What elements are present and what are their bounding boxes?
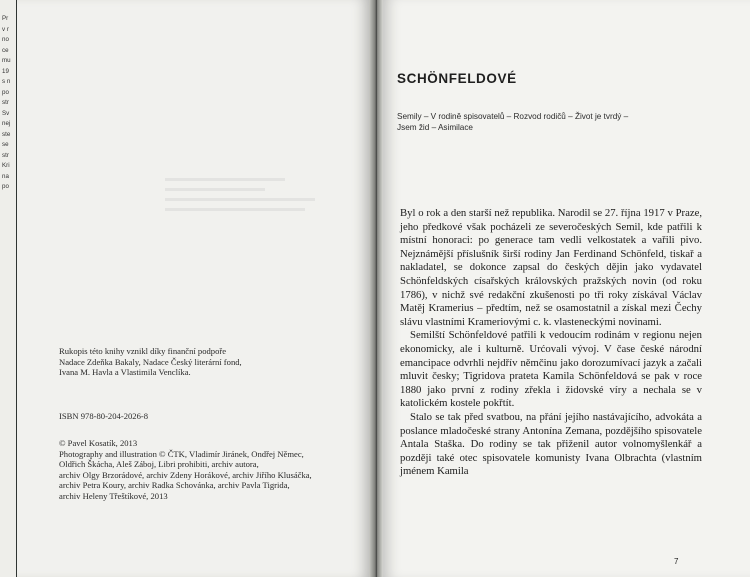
credit-line: © Pavel Kosatík, 2013 [59, 438, 138, 448]
body-paragraph: Semilští Schönfeldové patřili k vedoucím rodinám v regionu nejen ekonomicky, ale i kulturně. Urćovali vývoj. V čase české národní emancipace odvrhli nejdřív němčinu jako dorozumívací jazyk a začali mluvit česky; Tigridova prateta Kamila Schönfeldová se pak v roce 1880 jako první z rodiny zřekla i židovské víry a nechala se v katolickém kostele pokřtít. [400, 329, 702, 410]
previous-page-fragment: nej [2, 120, 11, 127]
chapter-title: SCHÖNFELDOVÉ [397, 71, 517, 86]
chapter-body [400, 207, 702, 479]
previous-page-fragment: s n [2, 78, 11, 85]
previous-page-fragment: Sv [2, 109, 10, 117]
previous-page-fragment: po [2, 88, 9, 96]
funding-line: Rukopis této knihy vznikl díky finanční podpoře [59, 346, 227, 356]
previous-page-fragment: mu [2, 57, 11, 64]
isbn: ISBN 978-80-204-2026-8 [59, 411, 149, 421]
previous-page-fragment: Pr [2, 15, 9, 22]
previous-page-fragment: 19 [2, 67, 9, 75]
credit-line: archiv Petra Koury, archiv Radka Schovánka, archiv Pavla Tigrida, [59, 480, 290, 491]
previous-page-fragment: str [2, 99, 9, 106]
credit-line: archiv Olgy Brzorádové, archiv Zdeny Horákové, archiv Jiřího Klusáčka, [59, 469, 312, 480]
previous-page-fragment: se [2, 141, 9, 148]
previous-page-fragment: ste [2, 130, 11, 138]
credits-note [59, 438, 312, 502]
subheading-line: Semily – V rodině spisovatelů – Rozvod rodičů – Život je tvrdý – [397, 112, 629, 121]
funding-line: Ivana M. Havla a Vlastimila Venclíka. [59, 367, 191, 378]
credit-line: Photography and illustration © ČTK, Vladimír Jiránek, Ondřej Němec, [59, 448, 304, 459]
book-gutter [369, 0, 383, 577]
body-paragraph: Stalo se tak před svatbou, na přání jejího nastávajícího, advokáta a poslance mladočeské strany Antonína Zemana, pozdějšího spisovatele Antala Staška. Do rodiny se tak přiženil autor volnomyšlenkář a později také otec spisovatele komunisty Ivana Olbrachta (vlastním jménem Kamila [400, 410, 702, 478]
previous-page-fragment: na [2, 172, 9, 180]
isbn-note [59, 411, 148, 422]
previous-page-fragment: ce [2, 46, 9, 54]
chapter-subheading [397, 112, 647, 133]
right-page [383, 0, 750, 577]
previous-page-edge [0, 0, 16, 577]
funding-note [59, 346, 242, 378]
previous-page-fragment: Kri [2, 162, 10, 169]
left-page [17, 0, 370, 577]
credit-line: Oldřich Škácha, Aleš Záboj, Libri prohibiti, archiv autora, [59, 459, 259, 470]
previous-page-fragment: no [2, 36, 9, 43]
previous-page-fragment: str [2, 151, 9, 159]
body-paragraph: Byl o rok a den starší než republika. Narodil se 27. října 1917 v Praze, jeho předkové však pocházeli ze severočeských Semil, kde patřili k místní honoraci: po generace tam vedli velkostatek a vařili pivo. Nejznámější příslušník širší rodiny Jan Ferdinand Schönfeld, tiskař a nakladatel, se dokonce zapsal do českých dějin jako vydavatel Schönfeldských císařských královských pražských novin (od roku 1786), v nichž své redakční zkušenosti po tři roky získával Václav Matěj Kramerius – předtím, než se osamostatnil a získal mezi Čechy slávu vlastními Krameriovými c. k. vlasteneckými novinami. [400, 207, 702, 328]
previous-page-fragment: po [2, 183, 9, 190]
funding-line: Nadace Zdeňka Bakaly, Nadace Český literární fond, [59, 356, 242, 367]
previous-page-fragment: v r [2, 25, 9, 33]
credit-line: archiv Heleny Třeštíkové, 2013 [59, 490, 168, 501]
subheading-line: Jsem žid – Asimilace [397, 122, 473, 132]
page-number: 7 [674, 557, 679, 566]
previous-page-text [0, 14, 11, 193]
